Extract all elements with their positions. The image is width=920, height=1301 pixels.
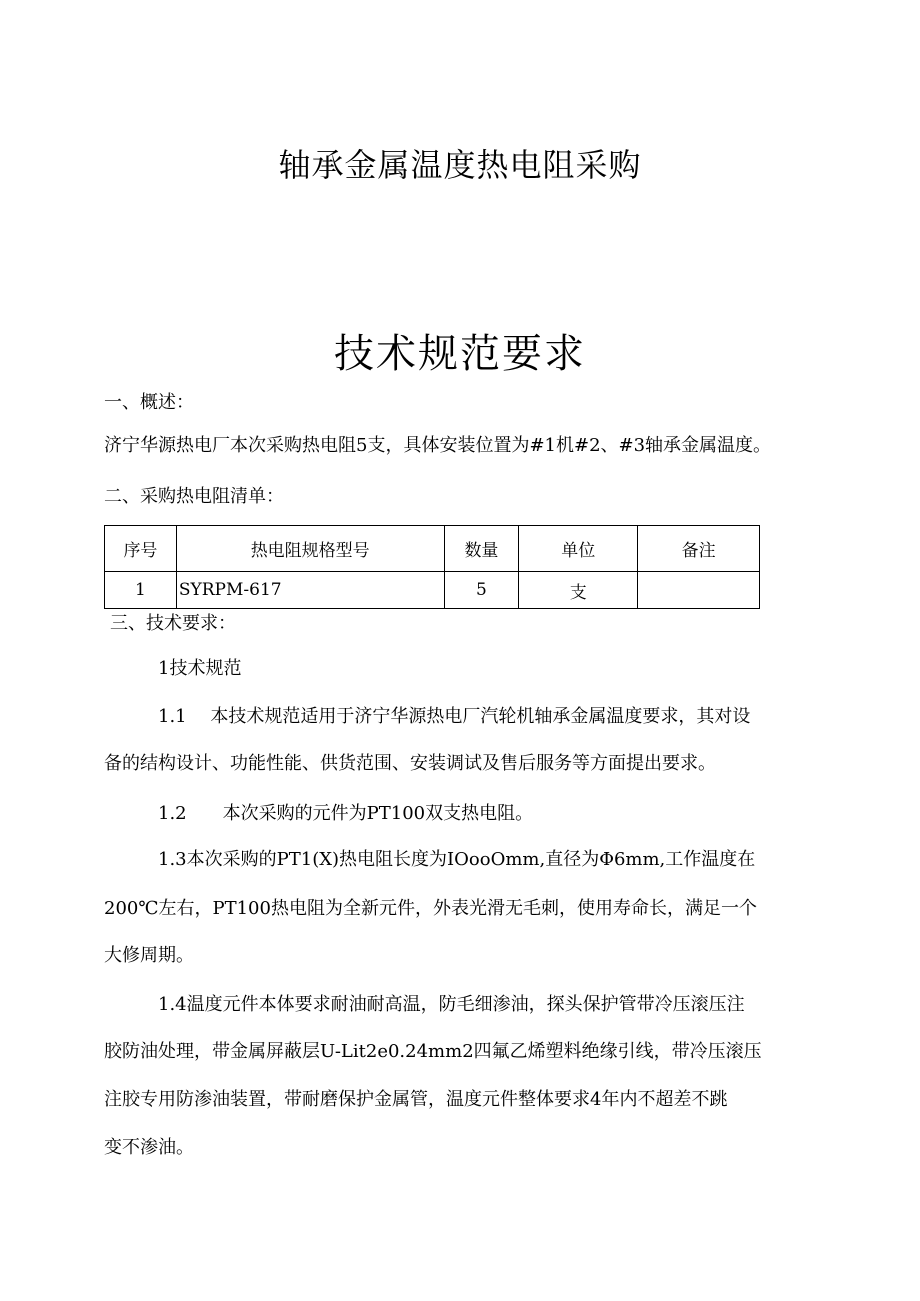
paragraph-1-4-line: 胶防油处理，带金属屏蔽层U-Lit2e0.24mm2四氟乙烯塑料绝缘引线，带冷压滚压 bbox=[104, 1041, 762, 1062]
section-heading-overview: 一、概述： bbox=[104, 392, 194, 413]
document-subtitle: 技术规范要求 bbox=[334, 331, 586, 377]
table-header-cell: 序号 bbox=[105, 526, 177, 572]
paragraph-1-3-line: 200℃左右，PT100热电阻为全新元件，外表光滑无毛刺，使用寿命长，满足一个 bbox=[104, 898, 757, 919]
table-cell-model: SYRPM-617 bbox=[176, 572, 444, 609]
table-cell-index: 1 bbox=[105, 572, 177, 609]
table-header-cell: 单位 bbox=[519, 526, 638, 572]
overview-text: 济宁华源热电厂本次采购热电阻5支，具体安装位置为#1机#2、#3轴承金属温度。 bbox=[104, 435, 772, 456]
paragraph-1-4-line: 1.4温度元件本体要求耐油耐高温，防毛细渗油，探头保护管带冷压滚压注 bbox=[158, 994, 745, 1015]
section-heading-requirements: 三、技术要求： bbox=[110, 613, 236, 634]
paragraph-1-3-line: 1.3本次采购的PT1(X)热电阻长度为IOooOmm,直径为Φ6mm,工作温度在 bbox=[158, 849, 756, 870]
table-header-cell: 热电阻规格型号 bbox=[176, 526, 444, 572]
table-cell-remark bbox=[638, 572, 760, 609]
table-row bbox=[105, 572, 760, 609]
section-heading-list: 二、采购热电阻清单： bbox=[104, 486, 284, 507]
paragraph-1-1-line: 备的结构设计、功能性能、供货范围、安装调试及售后服务等方面提出要求。 bbox=[104, 753, 716, 774]
document-title: 轴承金属温度热电阻采购 bbox=[278, 146, 642, 184]
paragraph-1-1-line: 1.1 本技术规范适用于济宁华源热电厂汽轮机轴承金属温度要求，其对设 bbox=[158, 706, 751, 727]
paragraph-1-4-line: 注胶专用防渗油装置，带耐磨保护金属管，温度元件整体要求4年内不超差不跳 bbox=[104, 1089, 728, 1110]
sub-heading-spec: 1技术规范 bbox=[158, 658, 242, 679]
paragraph-1-2: 1.2 本次采购的元件为PT100双支热电阻。 bbox=[158, 803, 534, 824]
table-header-row bbox=[105, 526, 760, 572]
paragraph-1-3-line: 大修周期。 bbox=[104, 945, 194, 966]
table-cell-unit: 支 bbox=[519, 572, 638, 609]
purchase-table bbox=[104, 525, 760, 609]
table-header-cell: 数量 bbox=[444, 526, 519, 572]
table-cell-quantity: 5 bbox=[444, 572, 519, 609]
paragraph-1-4-line: 变不渗油。 bbox=[104, 1137, 194, 1158]
table-header-cell: 备注 bbox=[638, 526, 760, 572]
